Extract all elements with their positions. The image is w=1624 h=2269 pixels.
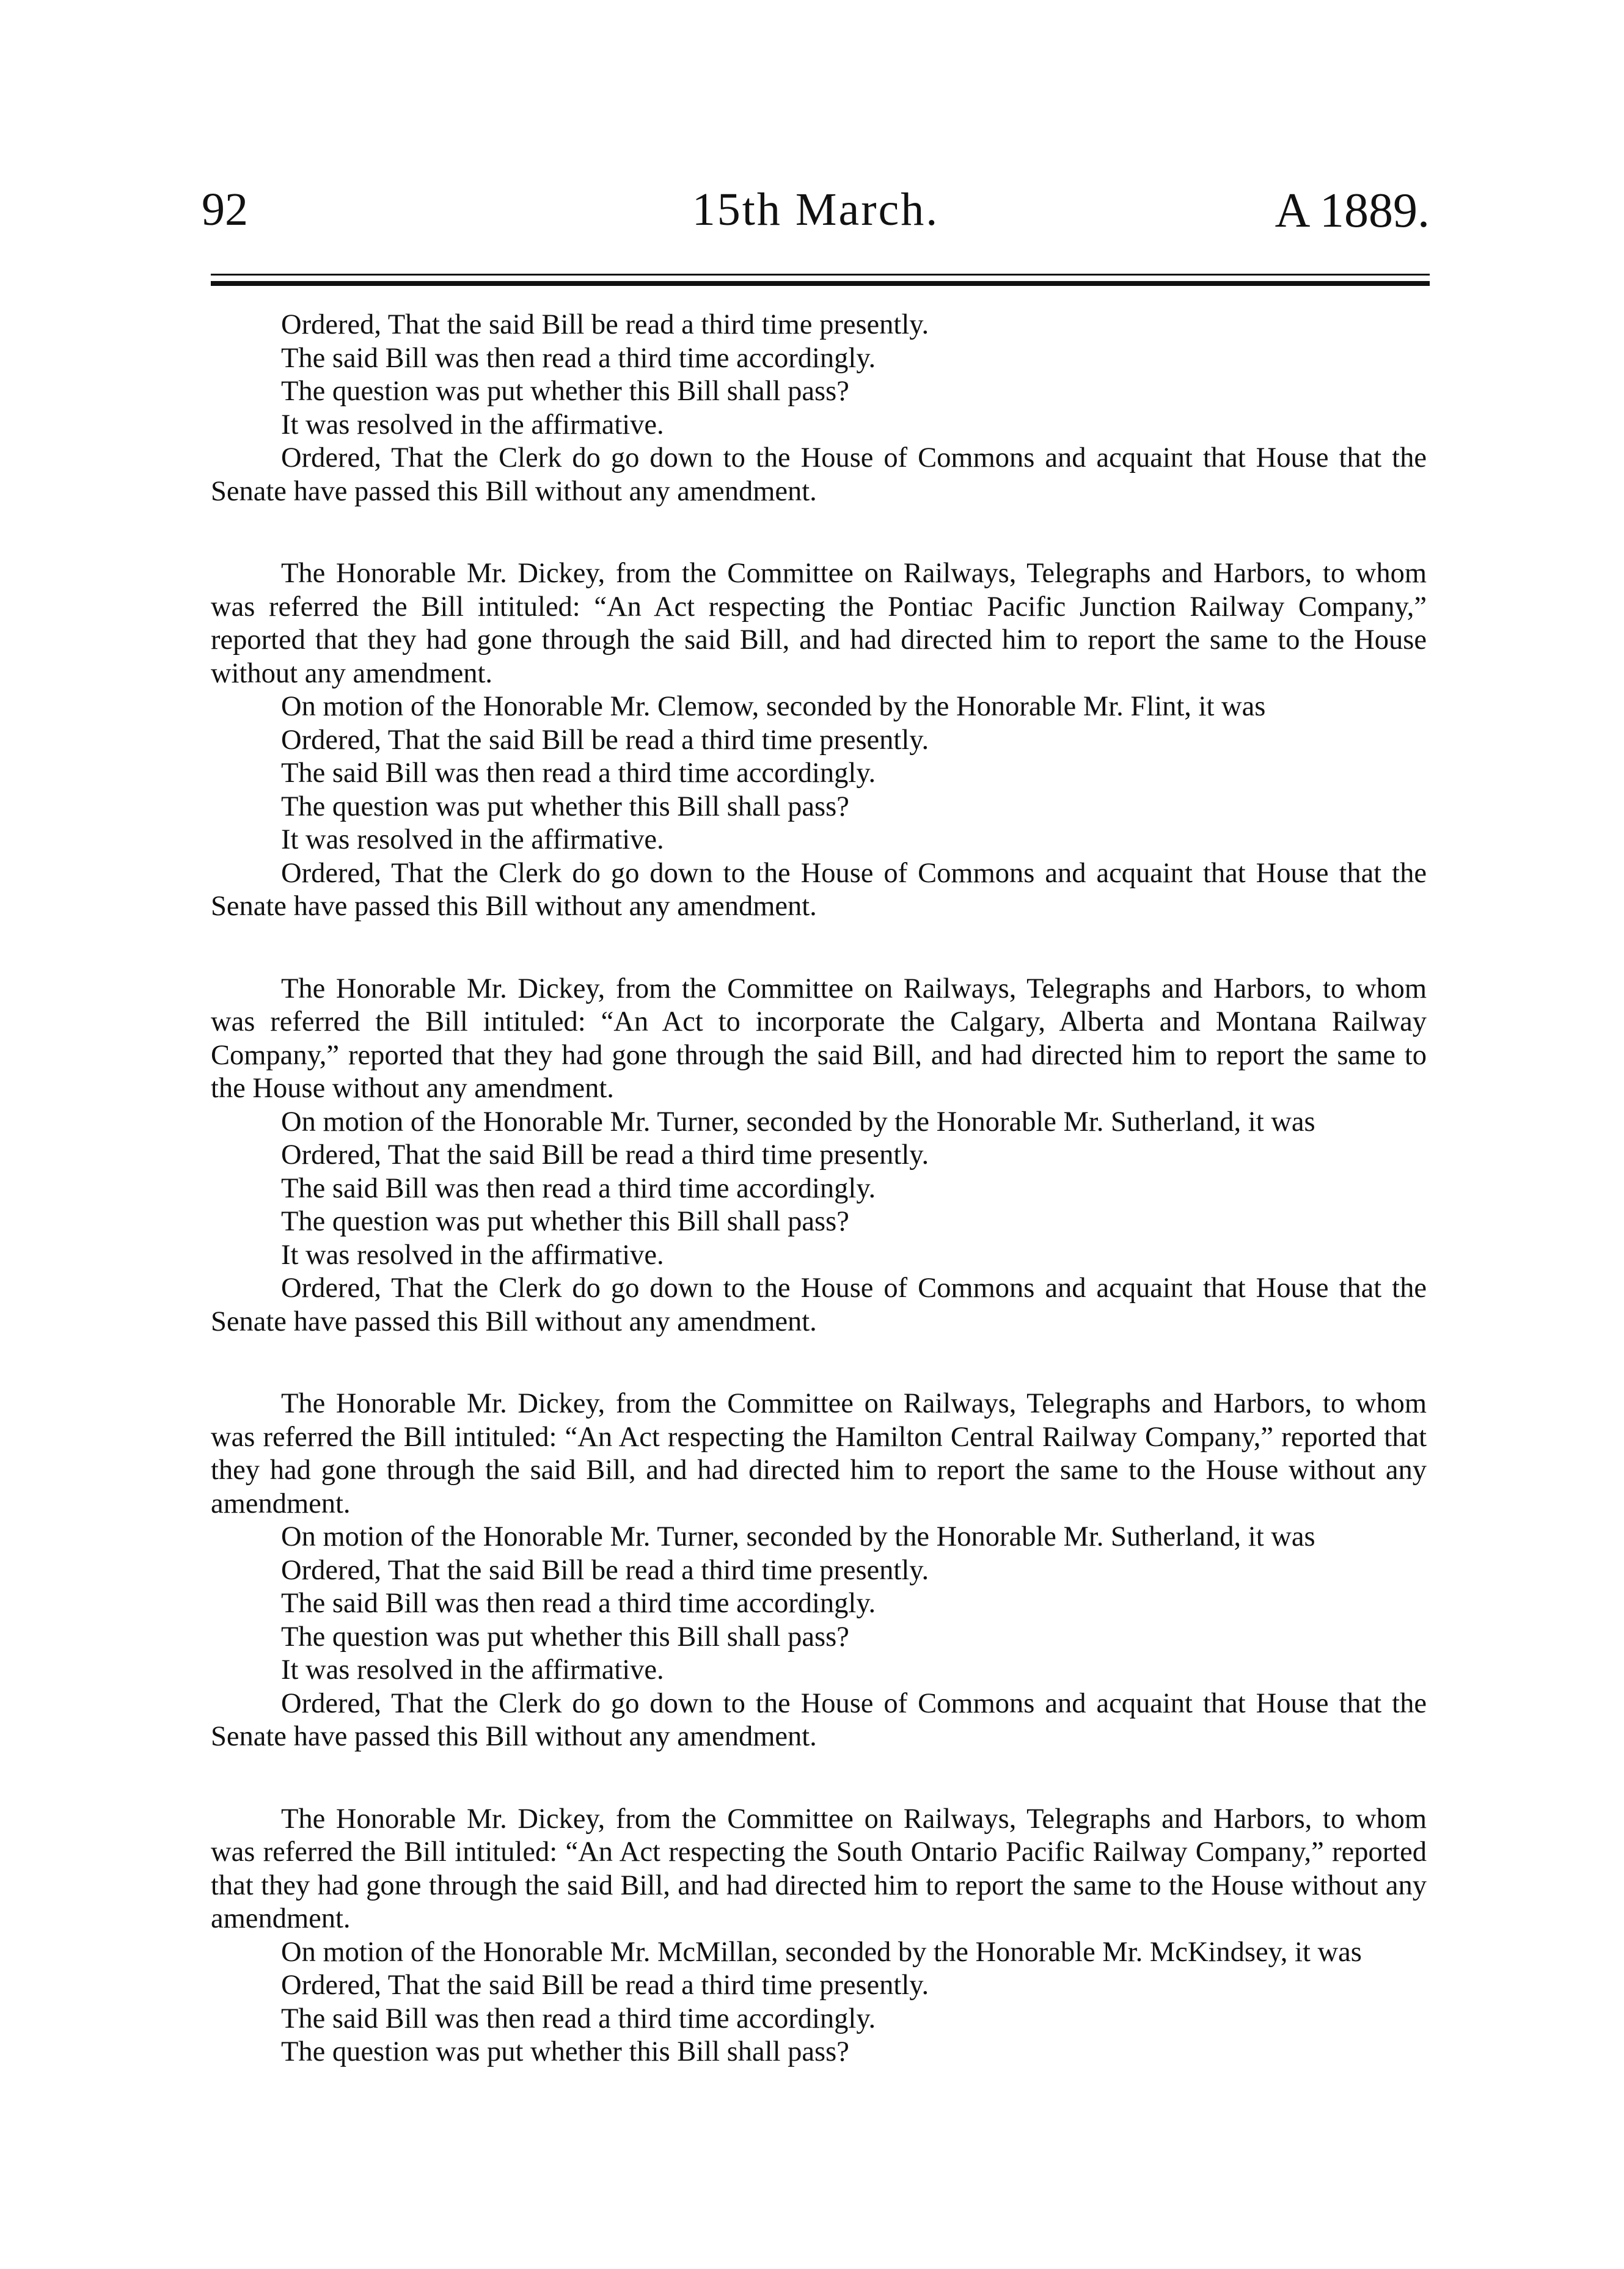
paragraph: It was resolved in the affirmative. <box>281 1239 664 1271</box>
proceedings-section <box>211 309 1427 508</box>
paragraph: Ordered, That the said Bill be read a third time presently. <box>281 1139 929 1171</box>
proceedings-section <box>211 1803 1427 2069</box>
paragraph: The Honorable Mr. Dickey, from the Committee on Railways, Telegraphs and Harbors, to whom was referred the Bill intituled: “An Act to incorporate the Calgary, Alberta and Montana Railway Company,” reported that they had gone through the said Bill, and had directed him to report the same to the House without any amendment. <box>211 973 1427 1104</box>
paragraph: The said Bill was then read a third time accordingly. <box>281 2003 876 2034</box>
header-rule-thin <box>211 274 1430 276</box>
paragraph: Ordered, That the said Bill be read a third time presently. <box>281 724 929 756</box>
page-header <box>202 183 1430 250</box>
paragraph: The Honorable Mr. Dickey, from the Committee on Railways, Telegraphs and Harbors, to whom was referred the Bill intituled: “An Act respecting the Pontiac Pacific Junction Railway Company,” reported that they had gone through the said Bill, and had directed him to report the same to the House without any amendment. <box>211 558 1427 689</box>
paragraph: It was resolved in the affirmative. <box>281 824 664 855</box>
paragraph: The question was put whether this Bill shall pass? <box>281 1206 849 1237</box>
section-gap <box>211 508 1427 557</box>
section-gap <box>211 1339 1427 1387</box>
paragraph: Ordered, That the said Bill be read a third time presently. <box>281 309 929 340</box>
paragraph: Ordered, That the Clerk do go down to the House of Commons and acquaint that House that the Senate have passed this Bill without any amendment. <box>211 442 1427 507</box>
paragraph: The question was put whether this Bill shall pass? <box>281 2036 849 2067</box>
paragraph: The said Bill was then read a third time accordingly. <box>281 1172 876 1204</box>
paragraph: On motion of the Honorable Mr. Turner, seconded by the Honorable Mr. Sutherland, it was <box>281 1521 1315 1552</box>
proceedings-section <box>211 557 1427 924</box>
proceedings-section <box>211 1387 1427 1754</box>
paragraph: Ordered, That the Clerk do go down to the House of Commons and acquaint that House that the Senate have passed this Bill without any amendment. <box>211 1273 1427 1337</box>
paragraph: Ordered, That the said Bill be read a third time presently. <box>281 1970 929 2001</box>
paragraph: It was resolved in the affirmative. <box>281 1654 664 1686</box>
paragraph: The said Bill was then read a third time accordingly. <box>281 758 876 789</box>
paragraph: Ordered, That the Clerk do go down to the House of Commons and acquaint that House that the Senate have passed this Bill without any amendment. <box>211 857 1427 922</box>
paragraph: On motion of the Honorable Mr. Clemow, seconded by the Honorable Mr. Flint, it was <box>281 691 1266 722</box>
year-label: A 1889. <box>1275 184 1430 238</box>
paragraph: The said Bill was then read a third time accordingly. <box>281 1588 876 1619</box>
paragraph: The Honorable Mr. Dickey, from the Committee on Railways, Telegraphs and Harbors, to whom was referred the Bill intituled: “An Act respecting the Hamilton Central Railway Company,” reported that they had gone through the said Bill, and had directed him to report the same to the House without any amendment. <box>211 1388 1427 1519</box>
running-title: 15th March. <box>692 184 940 235</box>
paragraph: The said Bill was then read a third time accordingly. <box>281 342 876 374</box>
page-number: 92 <box>202 184 248 235</box>
paragraph: It was resolved in the affirmative. <box>281 409 664 440</box>
header-rule-thick <box>211 281 1430 286</box>
paragraph: The Honorable Mr. Dickey, from the Committee on Railways, Telegraphs and Harbors, to whom was referred the Bill intituled: “An Act respecting the South Ontario Pacific Railway Company,” reported that they had gone through the said Bill, and had directed him to report the same to the House without any amendment. <box>211 1803 1427 1934</box>
paragraph: The question was put whether this Bill shall pass? <box>281 791 849 822</box>
paragraph: The question was put whether this Bill shall pass? <box>281 376 849 407</box>
paragraph: The question was put whether this Bill shall pass? <box>281 1621 849 1653</box>
paragraph: On motion of the Honorable Mr. McMillan, seconded by the Honorable Mr. McKindsey, it was <box>281 1936 1362 1968</box>
section-gap <box>211 924 1427 973</box>
proceedings-section <box>211 973 1427 1339</box>
section-gap <box>211 1754 1427 1803</box>
paragraph: Ordered, That the Clerk do go down to the House of Commons and acquaint that House that the Senate have passed this Bill without any amendment. <box>211 1687 1427 1752</box>
paragraph: Ordered, That the said Bill be read a third time presently. <box>281 1554 929 1586</box>
body-text <box>211 309 1427 2069</box>
paragraph: On motion of the Honorable Mr. Turner, seconded by the Honorable Mr. Sutherland, it was <box>281 1106 1315 1138</box>
